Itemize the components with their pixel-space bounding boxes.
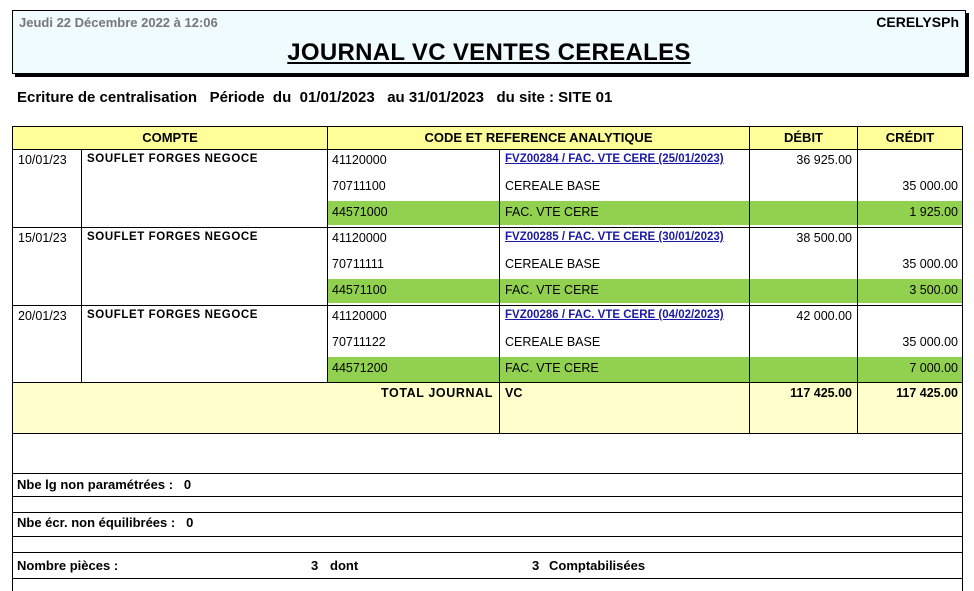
debit-amount: 38 500.00: [796, 231, 852, 245]
grid-line: [81, 150, 82, 382]
account-number: 70711122: [332, 335, 386, 349]
grid-line: [857, 150, 858, 433]
grid-line: [327, 150, 328, 382]
entry-client: SOUFLET FORGES NEGOCE: [87, 231, 259, 243]
line-reference: CEREALE BASE: [505, 179, 601, 193]
stat-label: Nbe écr. non équilibrées :: [17, 515, 176, 530]
credit-amount: 3 500.00: [909, 283, 958, 297]
header-compte: COMPTE: [12, 126, 328, 150]
invoice-link[interactable]: FVZ00284 / FAC. VTE CERE (25/01/2023): [505, 153, 724, 165]
entry-client: SOUFLET FORGES NEGOCE: [87, 309, 259, 321]
grid-line: [12, 305, 963, 306]
line-reference: FAC. VTE CERE: [505, 361, 599, 375]
period-label: Période du: [209, 89, 292, 106]
total-credit: 117 425.00: [896, 386, 958, 400]
grid-line: [12, 512, 963, 513]
account-number: 41120000: [332, 153, 387, 167]
grid-line: [12, 536, 963, 537]
stat-value: 0: [183, 477, 192, 492]
period-to-label: au: [387, 89, 405, 106]
entry-date: 15/01/23: [18, 231, 67, 245]
report-title: JOURNAL VC VENTES CEREALES: [287, 39, 691, 66]
grid-line: [12, 382, 963, 383]
credit-amount: 1 925.00: [909, 205, 958, 219]
report-header: [12, 10, 966, 74]
stat-non-parametered: [17, 477, 191, 492]
line-reference: FAC. VTE CERE: [505, 205, 599, 219]
account-number: 44571000: [332, 205, 388, 219]
debit-amount: 42 000.00: [796, 309, 852, 323]
credit-amount: 35 000.00: [902, 257, 958, 271]
credit-amount: 35 000.00: [902, 179, 958, 193]
account-number: 44571100: [332, 283, 387, 297]
account-number: 70711111: [332, 257, 384, 271]
company-name: CERELYSPh: [876, 14, 959, 30]
grid-line: [12, 433, 963, 434]
total-label: TOTAL JOURNAL: [381, 386, 493, 400]
entry-type: Ecriture de centralisation: [17, 89, 198, 106]
grid-line: [12, 578, 963, 579]
stat-non-balanced: [17, 515, 193, 530]
account-number: 70711100: [332, 179, 386, 193]
stat-value: 0: [186, 515, 194, 530]
line-reference: CEREALE BASE: [505, 257, 601, 271]
grid-line: [12, 496, 963, 497]
stat-pieces-label: Nombre pièces :: [17, 558, 119, 573]
period-end: 31/01/2023: [408, 89, 484, 106]
account-number: 41120000: [332, 231, 387, 245]
site-value: SITE 01: [558, 89, 613, 106]
grid-line: [12, 227, 963, 228]
site-label: du site :: [496, 89, 554, 106]
entry-date: 10/01/23: [18, 153, 67, 167]
header-credit: CRÉDIT: [857, 126, 963, 150]
credit-amount: 7 000.00: [909, 361, 958, 375]
grid-line: [12, 126, 13, 591]
grid-line: [12, 473, 963, 474]
stat-dont-label: dont: [330, 558, 359, 573]
grid-line: [962, 126, 963, 591]
entry-date: 20/01/23: [18, 309, 67, 323]
entry-client: SOUFLET FORGES NEGOCE: [87, 153, 259, 165]
invoice-link[interactable]: FVZ00286 / FAC. VTE CERE (04/02/2023): [505, 309, 724, 321]
grid-line: [12, 552, 963, 553]
stat-pieces-value: 3: [311, 558, 319, 573]
print-date: Jeudi 22 Décembre 2022 à 12:06: [19, 15, 218, 30]
account-number: 44571200: [332, 361, 388, 375]
grid-line: [749, 150, 750, 433]
total-journal-code: VC: [505, 386, 523, 400]
debit-amount: 36 925.00: [796, 153, 852, 167]
line-reference: FAC. VTE CERE: [505, 283, 599, 297]
grid-line: [499, 150, 500, 433]
report-subtitle: [17, 89, 612, 106]
stat-label: Nbe lg non paramétrées :: [17, 477, 174, 492]
period-start: 01/01/2023: [299, 89, 375, 106]
credit-amount: 35 000.00: [902, 335, 958, 349]
stat-posted-label: Comptabilisées: [549, 558, 646, 573]
line-reference: CEREALE BASE: [505, 335, 601, 349]
header-debit: DÉBIT: [749, 126, 858, 150]
stat-posted-value: 3: [532, 558, 540, 573]
invoice-link[interactable]: FVZ00285 / FAC. VTE CERE (30/01/2023): [505, 231, 724, 243]
account-number: 41120000: [332, 309, 387, 323]
total-debit: 117 425.00: [790, 386, 852, 400]
header-code: CODE ET REFERENCE ANALYTIQUE: [327, 126, 750, 150]
